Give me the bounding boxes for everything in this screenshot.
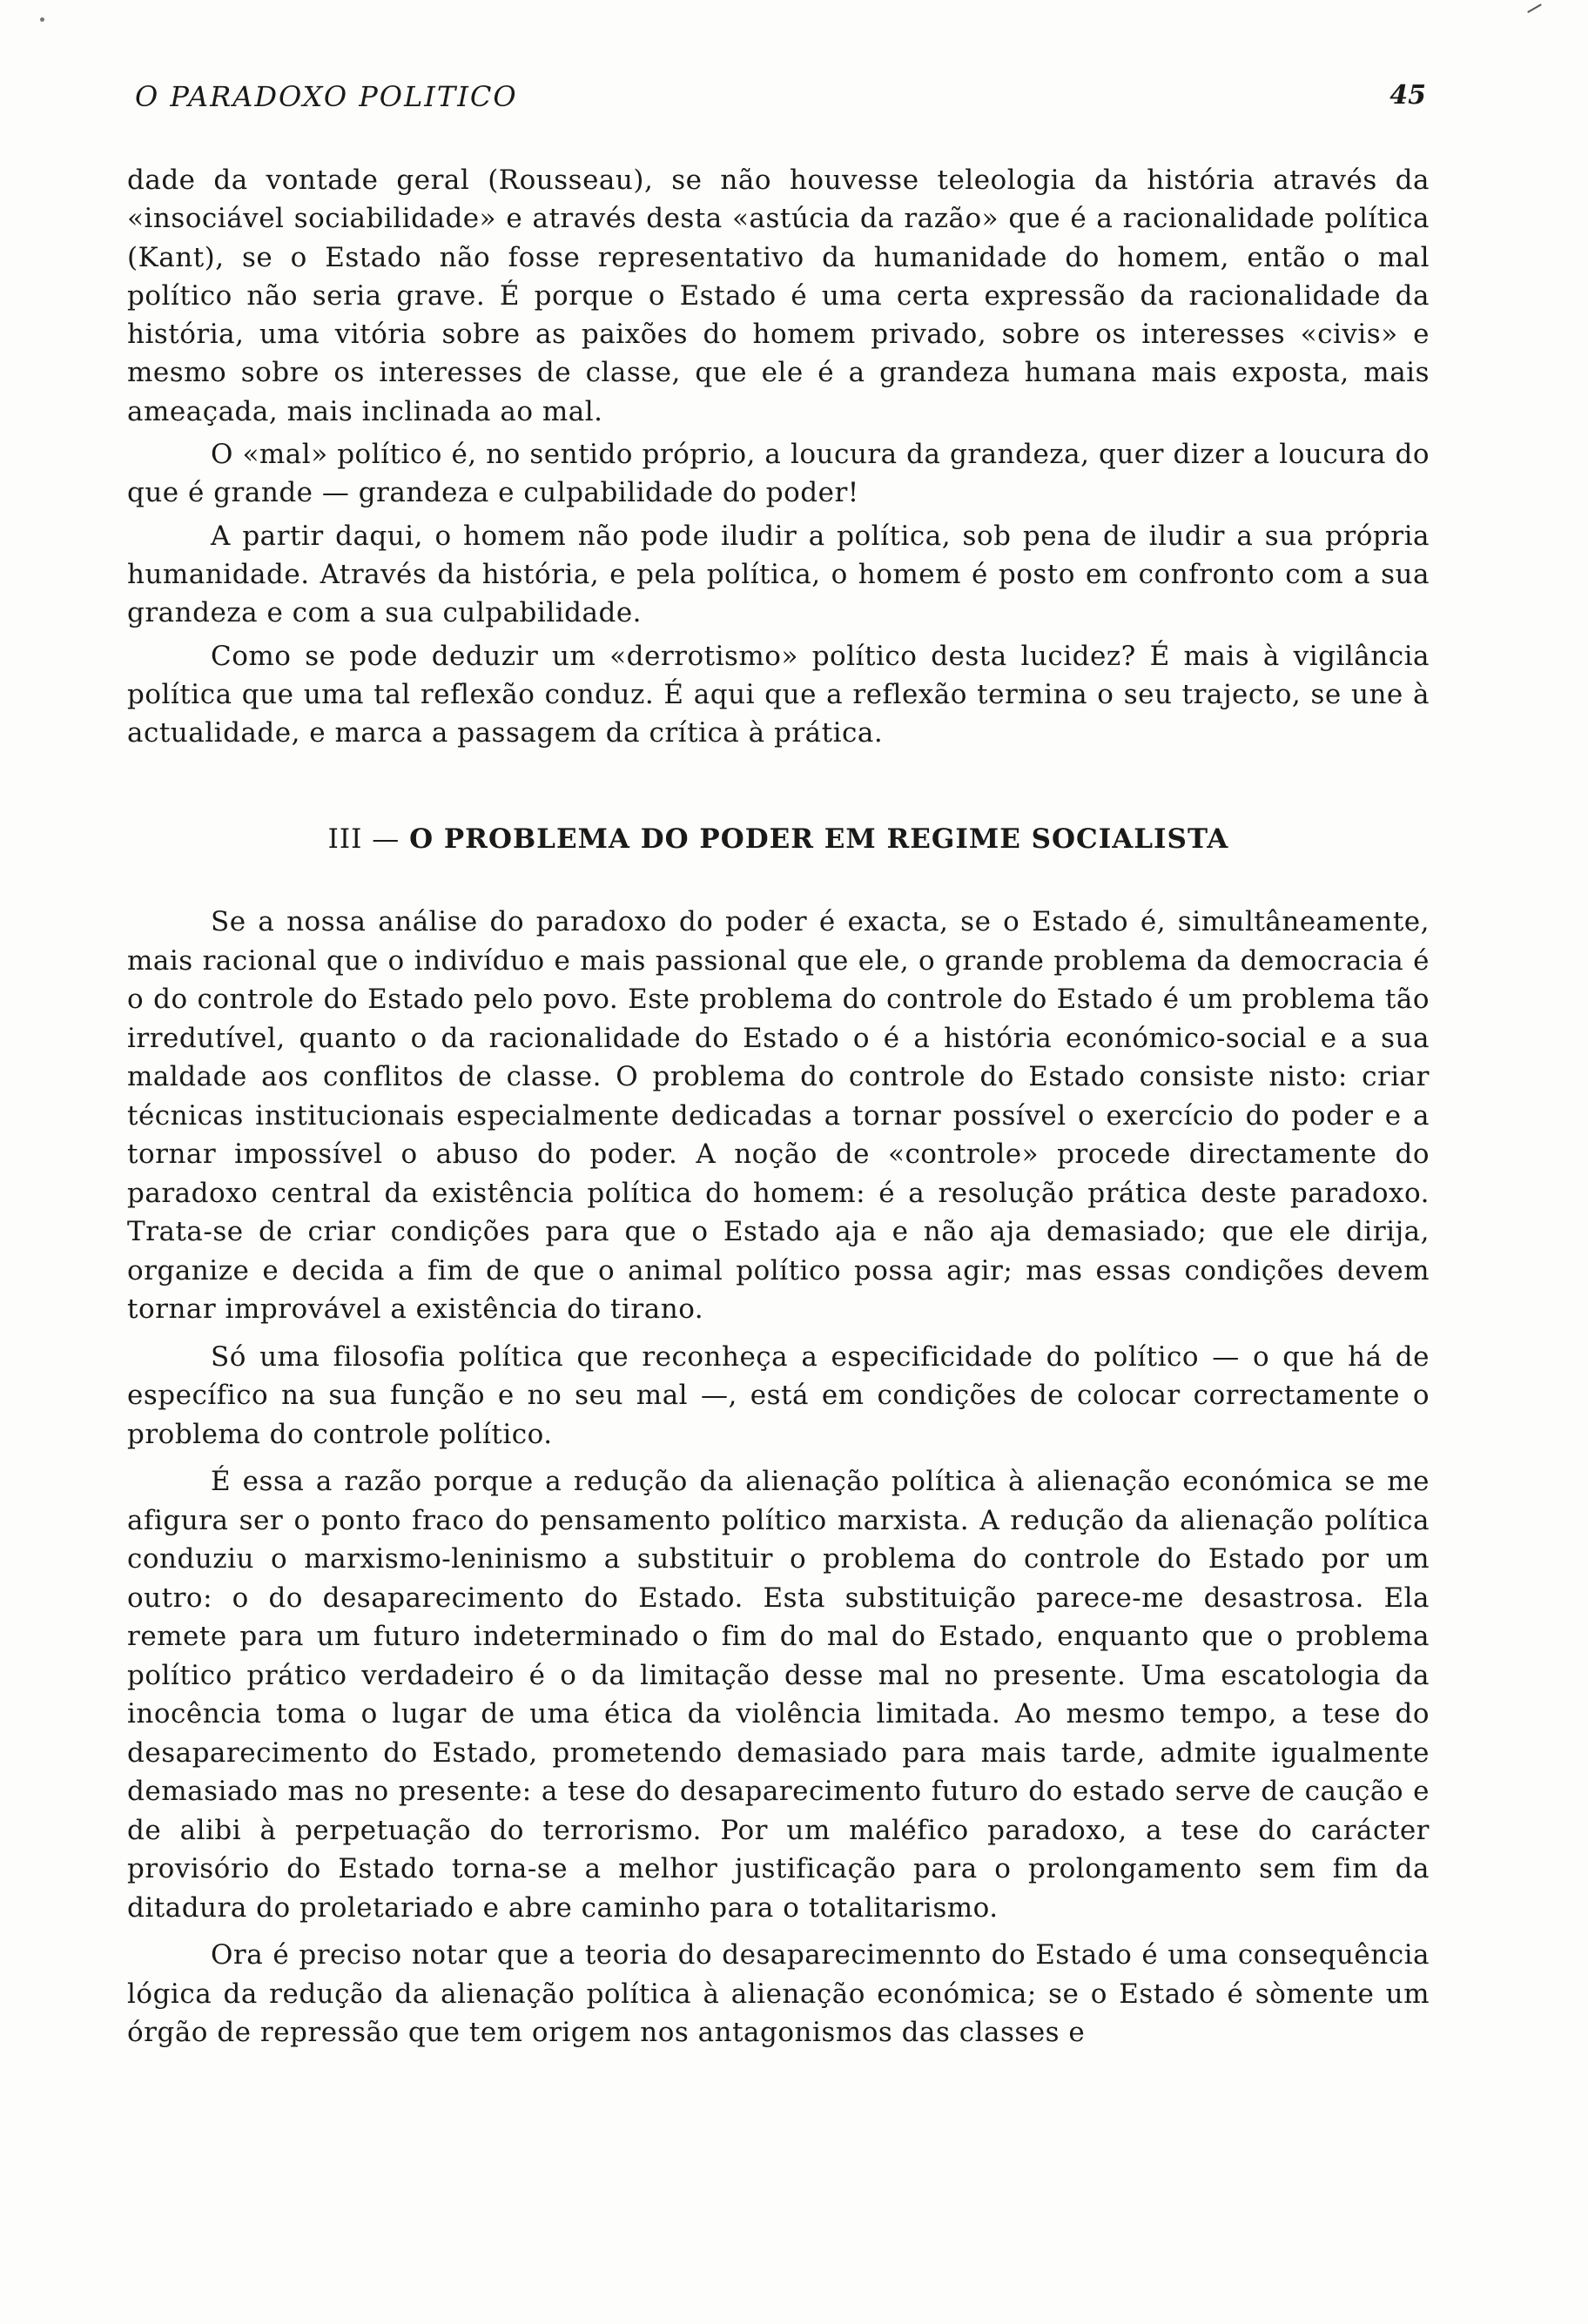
paragraph: A partir daqui, o homem não pode iludir a política, sob pena de iludir a sua própria humanidade. Através da história, e pela política, o homem é posto em confronto com a sua grandeza e com a sua culpabilidade. (127, 520, 1430, 629)
page-number: 45 (1390, 80, 1426, 111)
scan-speck (40, 17, 44, 22)
running-title: O PARADOXO POLITICO (135, 80, 518, 113)
paragraph: É essa a razão porque a redução da alienação política à alienação económica se me afigura ser o ponto fraco do pensamento político marxista. A redução da alienação política conduziu o marxismo-leninismo a substituir o problema do controle do Estado por um outro: o do desaparecimento do Estado. Esta substituição parece-me desastrosa. Ela remete para um futuro indeterminado o fim do mal do Estado, enquanto que o problema político prático verdadeiro é o da limitação desse mal no presente. Uma escatologia da inocência toma o lugar de uma ética da violência limitada. Ao mesmo tempo, a tese do desaparecimento do Estado, prometendo demasiado para mais tarde, admite igualmente demasiado mas no presente: a tese do desaparecimento futuro do estado serve de caução e de alibi à perpetuação do terrorismo. Por um maléfico paradoxo, a tese do carácter provisório do Estado torna-se a melhor justificação para o prolongamento sem fim da ditadura do proletariado e abre caminho para o totalitarismo. (127, 1466, 1430, 1924)
section-title: O PROBLEMA DO PODER EM REGIME SOCIALISTA (409, 823, 1229, 855)
body-text-bottom (127, 903, 1430, 2061)
section-number: III — (327, 823, 400, 855)
paragraph: Ora é preciso notar que a teoria do desaparecimennto do Estado é uma consequência lógica da redução da alienação política à alienação económica; se o Estado é sòmente um órgão de repressão que tem origem nos antagonismos das classes e (127, 1939, 1430, 2048)
body-text-top (127, 161, 1430, 756)
running-head (135, 80, 1437, 115)
paragraph: Como se pode deduzir um «derrotismo» político desta lucidez? É mais à vigilância política que uma tal reflexão conduz. É aqui que a reflexão termina o seu trajecto, se une à actualidade, e marca a passagem da crítica à prática. (127, 640, 1430, 749)
pencil-mark-icon (1527, 3, 1546, 20)
paragraph: Se a nossa análise do paradoxo do poder é exacta, se o Estado é, simultâneamente, mais racional que o indivíduo e mais passional que ele, o grande problema da democracia é o do controle do Estado pelo povo. Este problema do controle do Estado é um problema tão irredutível, quanto o da racionalidade do Estado o é a história económico-social e a sua maldade aos conflitos de classe. O problema do controle do Estado consiste nisto: criar técnicas institucionais especialmente dedicadas a tornar possível o exercício do poder e a tornar impossível o abuso do poder. A noção de «controle» procede directamente do paradoxo central da existência política do homem: é a resolução prática deste paradoxo. Trata-se de criar condições para que o Estado aja e não aja demasiado; que ele dirija, organize e decida a fim de que o animal político possa agir; mas essas condições devem tornar improvável a existência do tirano. (127, 906, 1430, 1325)
paragraph: O «mal» político é, no sentido próprio, a loucura da grandeza, quer dizer a loucura do que é grande — grandeza e culpabilidade do poder! (127, 439, 1430, 509)
section-heading (127, 823, 1430, 855)
paragraph-continuation: dade da vontade geral (Rousseau), se não houvesse teleologia da história através da «insociável sociabilidade» e através desta «astúcia da razão» que é a racionalidade política (Kant), se o Estado não fosse representativo da humanidade do homem, então o mal político não seria grave. É porque o Estado é uma certa expressão da racionalidade da história, uma vitória sobre as paixões do homem privado, sobre os interesses «civis» e mesmo sobre os interesses de classe, que ele é a grandeza humana mais exposta, mais ameaçada, mais inclinada ao mal. (127, 165, 1430, 427)
paragraph: Só uma filosofia política que reconheça a especificidade do político — o que há de específico na sua função e no seu mal —, está em condições de colocar correctamente o problema do controle político. (127, 1340, 1430, 1450)
